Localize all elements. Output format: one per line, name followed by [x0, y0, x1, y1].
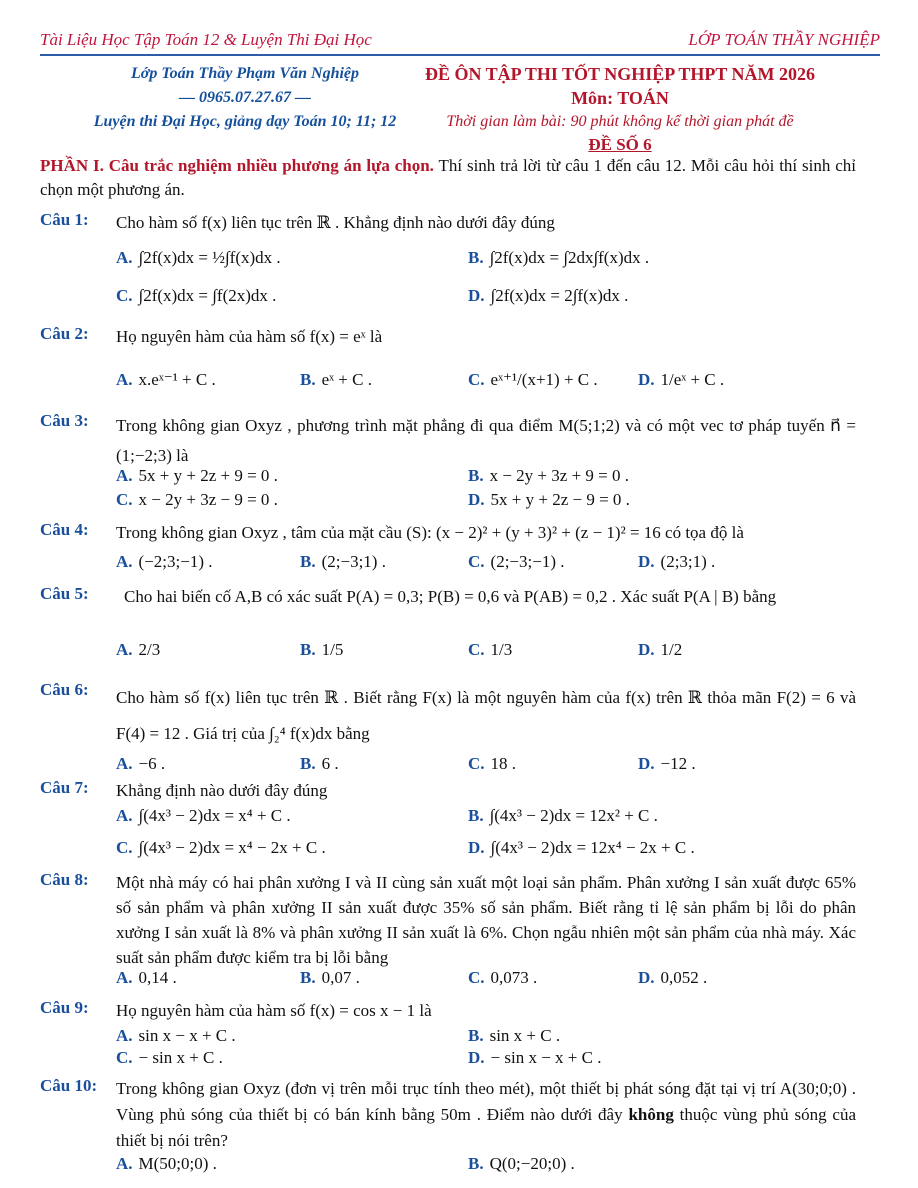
- question-text: Họ nguyên hàm của hàm số f(x) = eˣ là: [116, 327, 383, 346]
- teacher-phone: — 0965.07.27.67 —: [179, 89, 311, 106]
- option-b: B. 0,07 .: [300, 968, 360, 987]
- option-c: C. 18 .: [468, 754, 517, 773]
- option-a: A. 0,14 .: [116, 968, 177, 987]
- header-class-name: LỚP TOÁN THẦY NGHIỆP: [688, 30, 880, 49]
- options-1b: [116, 280, 856, 318]
- question-4: [40, 518, 856, 548]
- options-7: [116, 802, 856, 834]
- options-9b: [116, 1048, 856, 1074]
- option-b: B. eˣ + C .: [300, 370, 372, 389]
- options-10: [116, 1154, 856, 1180]
- question-text: Cho hàm số f(x) liên tục trên ℝ . Biết rằng F(x) là một nguyên hàm của f(x) trên ℝ thỏa mãn F(2) = 6 và F(4) = 12 . Giá trị của ∫₂⁴ f(x)dx bằng: [116, 688, 856, 743]
- question-label: Câu 9:: [40, 998, 89, 1017]
- option-b: B. ∫2f(x)dx = ∫2dx∫f(x)dx .: [468, 248, 650, 267]
- teacher-info: [80, 62, 410, 134]
- part1-intro: [40, 154, 856, 202]
- page-header: [40, 30, 880, 52]
- option-a: A. ∫(4x³ − 2)dx = x⁴ + C .: [116, 806, 291, 825]
- option-d: D. 1/eˣ + C .: [638, 370, 725, 389]
- option-c: C. 1/3: [468, 640, 513, 659]
- question-3: [40, 406, 856, 464]
- option-c: C. x − 2y + 3z − 9 = 0 .: [116, 490, 278, 509]
- options-3: [116, 464, 856, 488]
- options-8: [116, 968, 856, 992]
- option-a: A. 2/3: [116, 640, 161, 659]
- option-a: A. M(50;0;0) .: [116, 1154, 217, 1173]
- options-2: [116, 356, 856, 406]
- question-9: [40, 992, 856, 1024]
- emphasis-not: không: [628, 1105, 674, 1124]
- option-a: A. sin x − x + C .: [116, 1026, 236, 1045]
- option-a: A. ∫2f(x)dx = ½∫f(x)dx .: [116, 248, 281, 267]
- option-d: D. ∫(4x³ − 2)dx = 12x⁴ − 2x + C .: [468, 838, 695, 857]
- question-text: Khẳng định nào dưới đây đúng: [116, 781, 328, 800]
- option-c: C. (2;−3;−1) .: [468, 552, 565, 571]
- teacher-subjects: Luyện thi Đại Học, giảng dạy Toán 10; 11; 12: [93, 113, 397, 130]
- question-label: Câu 3:: [40, 411, 89, 430]
- exam-subject: Môn: TOÁN: [571, 88, 669, 108]
- question-label: Câu 4:: [40, 520, 89, 539]
- option-b: B. sin x + C .: [468, 1026, 561, 1045]
- option-b: B. ∫(4x³ − 2)dx = 12x² + C .: [468, 806, 658, 825]
- question-10: [40, 1074, 856, 1154]
- question-1: [40, 206, 856, 240]
- part1-heading: PHẦN I. Câu trắc nghiệm nhiều phương án lựa chọn.: [40, 156, 434, 175]
- question-text: Trong không gian Oxyz , tâm của mặt cầu (S): (x − 2)² + (y + 3)² + (z − 1)² = 16 có tọa độ là: [116, 523, 744, 542]
- option-c: C. eˣ⁺¹/(x+1) + C .: [468, 370, 598, 389]
- option-a: A. (−2;3;−1) .: [116, 552, 213, 571]
- question-8: [40, 868, 856, 968]
- options-4: [116, 548, 856, 578]
- part1-instruction: Thí sinh trả lời từ câu 1 đến câu 12. Mỗi câu hỏi thí sinh chỉ chọn một phương án.: [40, 156, 856, 199]
- question-7: [40, 778, 856, 802]
- question-text: Họ nguyên hàm của hàm số f(x) = cos x − 1 là: [116, 1001, 432, 1020]
- question-text: Trong không gian Oxyz (đơn vị trên mỗi trục tính theo mét), một thiết bị phát sóng đặt tại vị trí A(30;0;0) . Vùng phủ sóng của thiết bị có bán kính bằng 50m . Điểm nào dưới đây không thuộc vùng phủ sóng của thiết bị nói trên?: [116, 1079, 856, 1150]
- header-series-title: Tài Liệu Học Tập Toán 12 & Luyện Thi Đại Học: [40, 30, 372, 49]
- option-c: C. ∫(4x³ − 2)dx = x⁴ − 2x + C .: [116, 838, 326, 857]
- option-d: D. (2;3;1) .: [638, 552, 716, 571]
- option-b: B. x − 2y + 3z + 9 = 0 .: [468, 466, 629, 485]
- option-c: C. − sin x + C .: [116, 1048, 223, 1067]
- teacher-name: Lớp Toán Thầy Phạm Văn Nghiệp: [130, 65, 360, 82]
- option-d: D. − sin x − x + C .: [468, 1048, 602, 1067]
- option-d: D. 0,052 .: [638, 968, 708, 987]
- question-6: [40, 676, 856, 752]
- option-c: C. 0,073 .: [468, 968, 538, 987]
- question-label: Câu 10:: [40, 1076, 98, 1095]
- option-d: D. 5x + y + 2z − 9 = 0 .: [468, 490, 630, 509]
- option-b: B. (2;−3;1) .: [300, 552, 386, 571]
- question-text: Một nhà máy có hai phân xưởng I và II cùng sản xuất một loại sản phẩm. Phân xưởng I sản xuất được 65% số sản phẩm và phân xưởng II sản xuất được 35% số sản phẩm. Biết rằng tỉ lệ sản phẩm bị lỗi do phân xưởng I sản xuất là 8% và phân xưởng II sản xuất là 6%. Chọn ngẫu nhiên một sản phẩm của nhà máy. Xác suất sản phẩm được kiểm tra bị lỗi bằng: [116, 873, 856, 967]
- exam-time: Thời gian làm bài: 90 phút không kể thời gian phát đề: [446, 113, 794, 130]
- question-label: Câu 1:: [40, 210, 89, 229]
- option-d: D. 1/2: [638, 640, 683, 659]
- question-label: Câu 8:: [40, 870, 89, 889]
- question-text: Cho hàm số f(x) liên tục trên ℝ . Khẳng định nào dưới đây đúng: [116, 213, 555, 232]
- option-d: D. ∫2f(x)dx = 2∫f(x)dx .: [468, 286, 629, 305]
- exam-title: ĐỀ ÔN TẬP THI TỐT NGHIỆP THPT NĂM 2026: [424, 64, 816, 84]
- question-2: [40, 318, 856, 356]
- exam-info: [410, 62, 830, 156]
- options-5: [116, 630, 856, 676]
- question-label: Câu 2:: [40, 324, 89, 343]
- question-label: Câu 7:: [40, 778, 89, 797]
- question-text: Trong không gian Oxyz , phương trình mặt phẳng đi qua điểm M(5;1;2) và có một vec tơ pháp tuyến n⃗ = (1;−2;3) là: [116, 416, 856, 465]
- options-1: [116, 240, 856, 280]
- exam-number: ĐỀ SỐ 6: [588, 135, 652, 154]
- question-label: Câu 5:: [40, 584, 89, 603]
- exam-content: [40, 154, 856, 1180]
- question-5: [40, 578, 856, 630]
- option-a: A. x.eˣ⁻¹ + C .: [116, 370, 216, 389]
- option-c: C. ∫2f(x)dx = ∫f(2x)dx .: [116, 286, 277, 305]
- option-b: B. Q(0;−20;0) .: [468, 1154, 575, 1173]
- options-6: [116, 752, 856, 778]
- question-label: Câu 6:: [40, 680, 89, 699]
- option-d: D. −12 .: [638, 754, 696, 773]
- options-9: [116, 1024, 856, 1048]
- options-7b: [116, 834, 856, 868]
- header-divider: [40, 54, 880, 56]
- option-a: A. −6 .: [116, 754, 166, 773]
- option-b: B. 6 .: [300, 754, 339, 773]
- option-a: A. 5x + y + 2z + 9 = 0 .: [116, 466, 278, 485]
- option-b: B. 1/5: [300, 640, 344, 659]
- options-3b: [116, 488, 856, 518]
- question-text: Cho hai biến cố A,B có xác suất P(A) = 0,3; P(B) = 0,6 và P(AB) = 0,2 . Xác suất P(A | B) bằng: [124, 587, 777, 606]
